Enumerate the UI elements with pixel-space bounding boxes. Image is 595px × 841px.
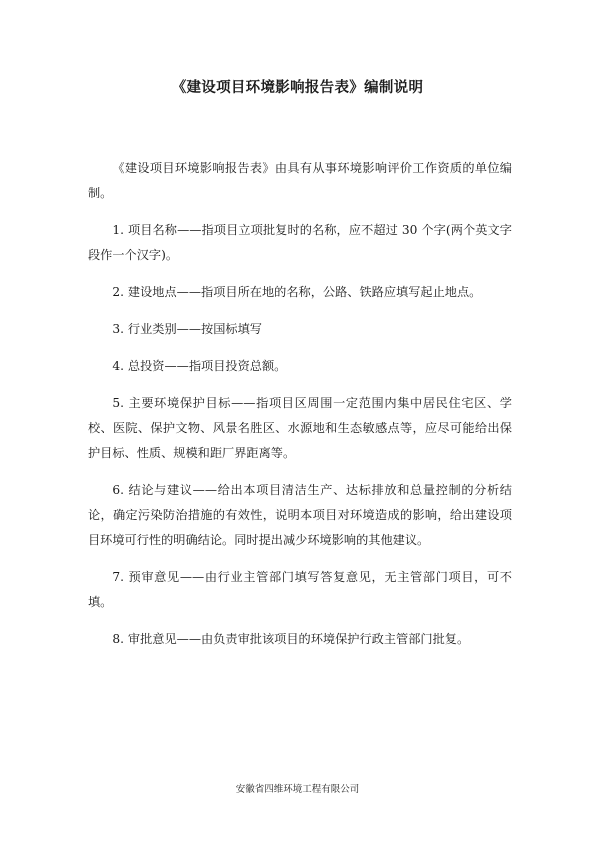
item-total-investment: 4. 总投资——指项目投资总额。 <box>112 359 287 373</box>
item-protection-targets: 5. 主要环境保护目标——指项目区周围一定范围内集中居民住宅区、学校、医院、保护文物、风景名胜区、水源地和生态敏感点等，应尽可能给出保护目标、性质、规模和距厂界距离等。 <box>88 396 512 460</box>
item-preliminary-review: 7. 预审意见——由行业主管部门填写答复意见，无主管部门项目，可不填。 <box>88 570 512 609</box>
item-approval-opinion: 8. 审批意见——由负责审批该项目的环境保护行政主管部门批复。 <box>112 632 470 646</box>
item-project-name: 1. 项目名称——指项目立项批复时的名称，应不超过 30 个字(两个英文字段作一个汉字)。 <box>88 223 512 262</box>
document-body <box>88 156 512 664</box>
document-title: 《建设项目环境影响报告表》编制说明 <box>171 80 424 96</box>
item-industry-category: 3. 行业类别——按国标填写 <box>112 322 262 336</box>
footer-company: 安徽省四维环境工程有限公司 <box>235 784 360 795</box>
intro-paragraph: 《建设项目环境影响报告表》由具有从事环境影响评价工作资质的单位编制。 <box>88 161 512 200</box>
item-construction-site: 2. 建设地点——指项目所在地的名称，公路、铁路应填写起止地点。 <box>112 285 482 299</box>
item-conclusions: 6. 结论与建议——给出本项目清洁生产、达标排放和总量控制的分析结论，确定污染防治措施的有效性，说明本项目对环境造成的影响，给出建设项目环境可行性的明确结论。同时提出减少环境影响的其他建议。 <box>88 483 512 547</box>
